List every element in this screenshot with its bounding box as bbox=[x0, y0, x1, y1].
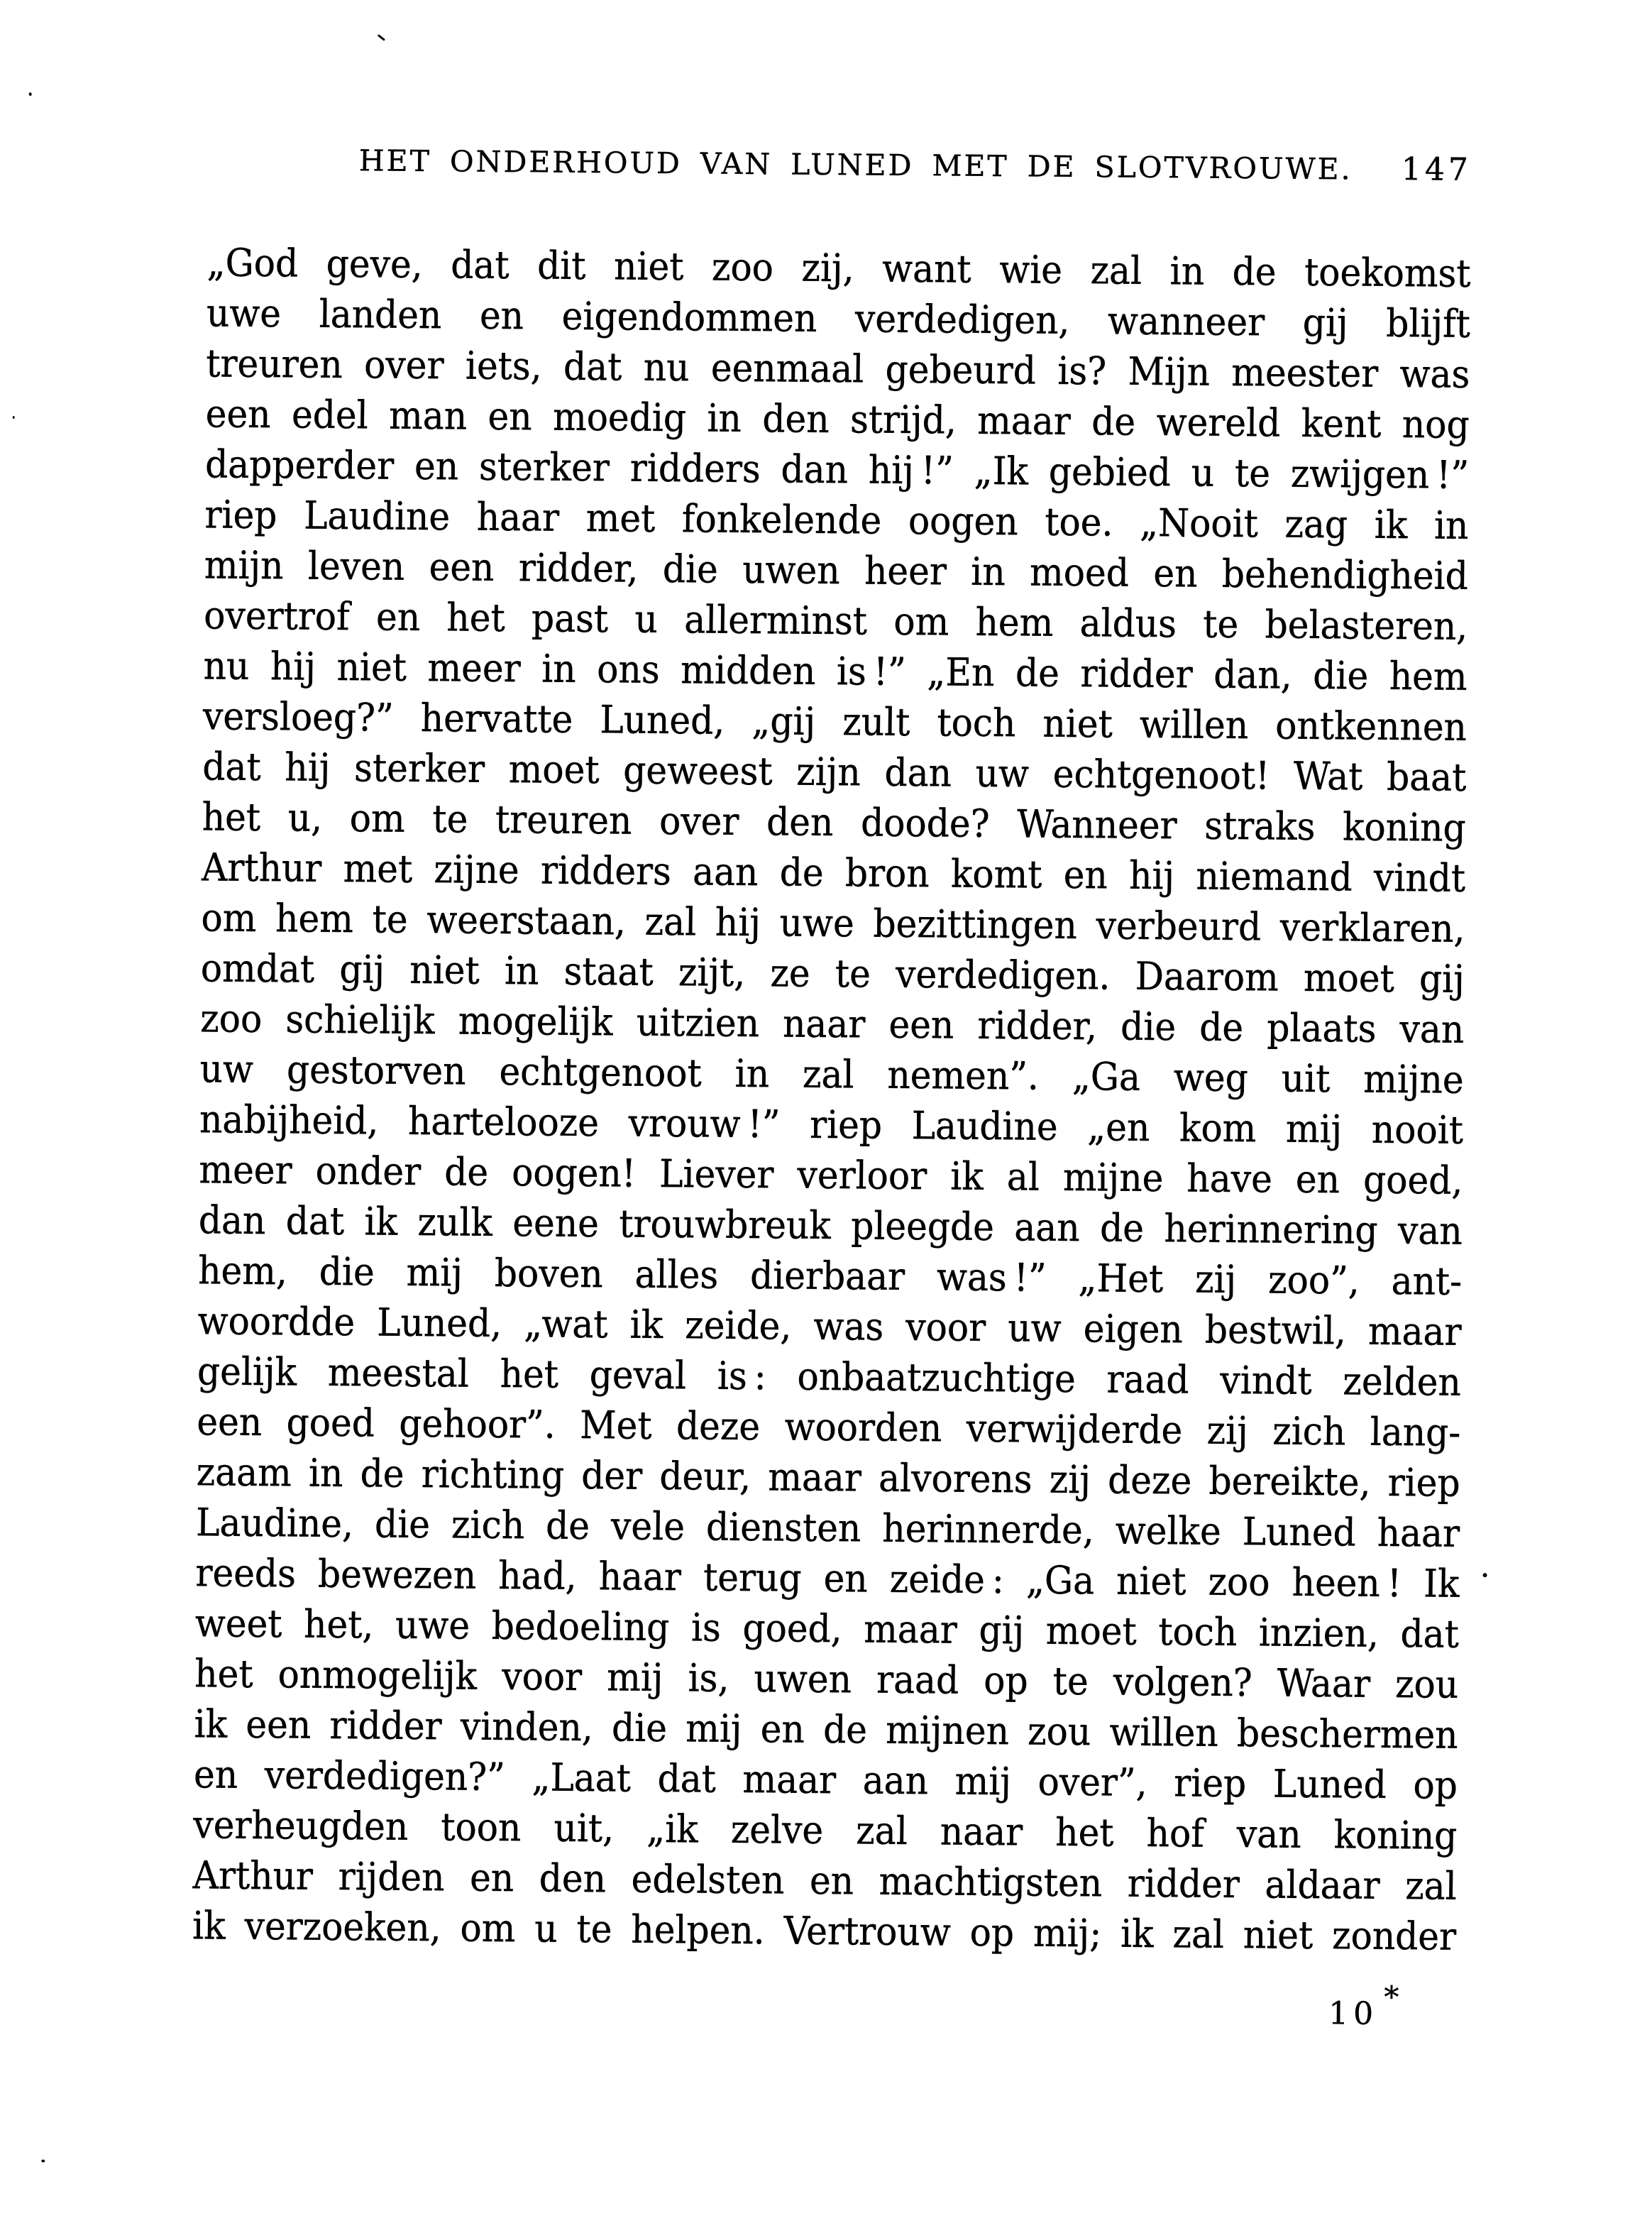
body-text bbox=[192, 237, 1471, 1961]
text-line: versloeg?” hervatte Luned, „gij zult toch niet willen ontkennen bbox=[202, 693, 1467, 750]
text-line: mijn leven een ridder, die uwen heer in moed en behendigheid bbox=[204, 542, 1469, 598]
scan-speck bbox=[378, 34, 385, 41]
text-line: een edel man en moedig in den strijd, maar de wereld kent nog bbox=[205, 391, 1470, 447]
text-line: en verdedigen?” „Laat dat maar aan mij over”, riep Luned op bbox=[193, 1752, 1458, 1808]
scan-speck bbox=[1483, 1573, 1487, 1577]
text-line: zaam in de richting der deur, maar alvorens zij deze bereikte, riep bbox=[196, 1449, 1460, 1505]
text-line: ik een ridder vinden, die mij en de mijnen zou willen beschermen bbox=[194, 1701, 1458, 1757]
text-line: treuren over iets, dat nu eenmaal gebeurd is? Mijn meester was bbox=[206, 341, 1470, 397]
text-line: gelijk meestal het geval is : onbaatzuchtige raad vindt zelden bbox=[197, 1349, 1462, 1405]
text-line: een goed gehoor”. Met deze woorden verwijderde zij zich lang- bbox=[197, 1399, 1461, 1455]
text-line: omdat gij niet in staat zijt, ze te verdedigen. Daarom moet gij bbox=[200, 945, 1465, 1002]
text-line: Laudine, die zich de vele diensten herinnerde, welke Luned haar bbox=[195, 1500, 1460, 1556]
text-line: dapperder en sterker ridders dan hij !” „Ik gebied u te zwijgen !” bbox=[204, 441, 1470, 498]
text-line: het onmogelijk voor mij is, uwen raad op te volgen? Waar zou bbox=[194, 1651, 1459, 1707]
running-title: HET ONDERHOUD VAN LUNED MET DE SLOTVROUWE. bbox=[358, 143, 1353, 187]
text-line: nu hij niet meer in ons midden is !” „En de ridder dan, die hem bbox=[203, 643, 1467, 699]
page-number: 147 bbox=[1401, 151, 1472, 188]
text-line: meer onder de oogen! Liever verloor ik al mijne have en goed, bbox=[199, 1147, 1463, 1203]
text-line: zoo schielijk mogelijk uitzien naar een ridder, die de plaats van bbox=[200, 996, 1465, 1052]
text-line: nabijheid, hartelooze vrouw !” riep Laudine „en kom mij nooit bbox=[199, 1097, 1464, 1153]
signature-mark bbox=[1328, 1979, 1399, 2032]
text-line: woordde Luned, „wat ik zeide, was voor uw eigen bestwil, maar bbox=[197, 1298, 1462, 1354]
scan-speck bbox=[41, 2159, 45, 2162]
text-line: het u, om te treuren over den doode? Wanneer straks koning bbox=[202, 794, 1466, 850]
text-line: „God geve, dat dit niet zoo zij, want wie zal in de toekomst bbox=[206, 240, 1471, 296]
text-line: dat hij sterker moet geweest zijn dan uw echtgenoot! Wat baat bbox=[202, 744, 1467, 800]
text-line: overtrof en het past u allerminst om hem aldus te belasteren, bbox=[204, 593, 1468, 649]
signature-number: 10 bbox=[1328, 1995, 1379, 2032]
text-line: dan dat ik zulk eene trouwbreuk pleegde aan de herinnering van bbox=[198, 1197, 1463, 1254]
scan-speck bbox=[29, 92, 32, 96]
scan-speck bbox=[13, 416, 15, 419]
text-line: hem, die mij boven alles dierbaar was !” „Het zij zoo”, ant- bbox=[197, 1248, 1463, 1304]
text-line: weet het, uwe bedoeling is goed, maar gij moet toch inzien, dat bbox=[194, 1601, 1460, 1657]
text-line: uw gestorven echtgenoot in zal nemen”. „Ga weg uit mijne bbox=[199, 1046, 1464, 1102]
text-line: Arthur met zijne ridders aan de bron komt en hij niemand vindt bbox=[201, 845, 1466, 901]
text-line: uwe landen en eigendommen verdedigen, wanneer gij blijft bbox=[206, 290, 1471, 346]
page-header bbox=[208, 141, 1472, 188]
signature-asterisk: * bbox=[1384, 1979, 1399, 2015]
text-line: riep Laudine haar met fonkelende oogen toe. „Nooit zag ik in bbox=[204, 492, 1469, 548]
text-line: verheugden toon uit, „ik zelve zal naar het hof van koning bbox=[193, 1802, 1458, 1858]
text-line: Arthur rijden en den edelsten en machtigsten ridder aldaar zal bbox=[192, 1853, 1457, 1909]
text-line: ik verzoeken, om u te helpen. Vertrouw op mij; ik zal niet zonder bbox=[192, 1903, 1457, 1959]
text-line: reeds bewezen had, haar terug en zeide : „Ga niet zoo heen ! Ik bbox=[195, 1550, 1460, 1606]
text-line: om hem te weerstaan, zal hij uwe bezittingen verbeurd verklaren, bbox=[201, 895, 1465, 951]
